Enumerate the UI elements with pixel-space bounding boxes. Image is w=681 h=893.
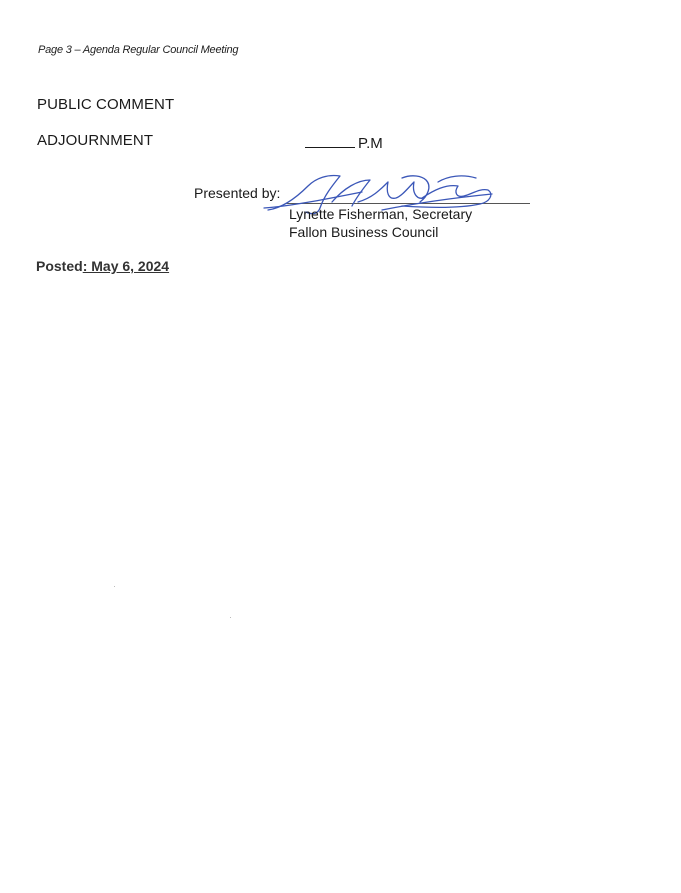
- time-blank-line: [305, 135, 355, 148]
- public-comment-heading: PUBLIC COMMENT: [37, 96, 175, 113]
- signer-organization: Fallon Business Council: [289, 224, 439, 240]
- adjournment-heading: ADJOURNMENT: [37, 132, 154, 149]
- presented-by-label: Presented by:: [194, 185, 281, 201]
- posted-date-line: [36, 258, 169, 274]
- adjournment-time: [305, 135, 383, 152]
- time-suffix: P.M: [358, 135, 383, 152]
- signer-name: Lynette Fisherman, Secretary: [289, 206, 473, 222]
- scan-speck: [114, 586, 115, 587]
- posted-date: : May 6, 2024: [82, 258, 170, 274]
- posted-label: Posted: [36, 258, 83, 274]
- page-header: Page 3 – Agenda Regular Council Meeting: [38, 44, 239, 56]
- scan-speck: [230, 617, 231, 618]
